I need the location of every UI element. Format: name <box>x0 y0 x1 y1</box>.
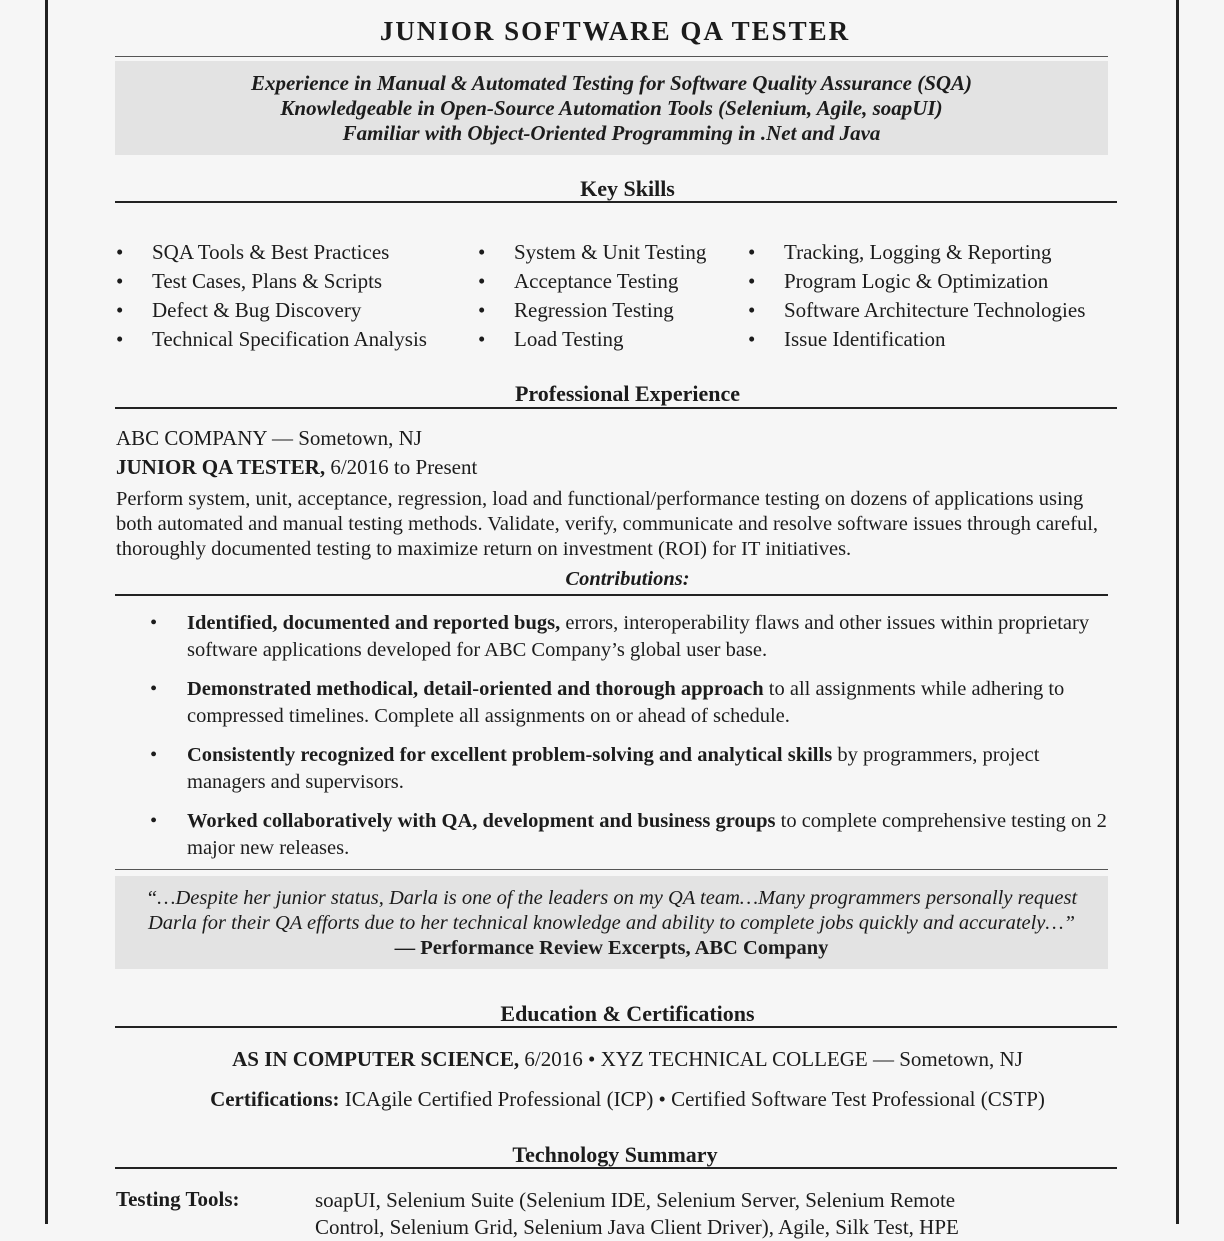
skill-item: • Technical Specification Analysis <box>116 325 427 354</box>
summary-box <box>115 61 1108 155</box>
skill-item: • SQA Tools & Best Practices <box>116 238 427 267</box>
testing-tools-value: soapUI, Selenium Suite (Selenium IDE, Selenium Server, Selenium Remote Control, Selenium Grid, Selenium Java Client Driver), Agile, Silk Test, HPE <box>315 1188 959 1239</box>
role-line <box>116 455 477 480</box>
quote-text: “…Despite her junior status, Darla is one of the leaders on my QA team…Many programmers personally request Darla for their QA efforts due to her technical knowledge and ability to complete jobs quickly and accurately…” <box>145 887 1078 934</box>
contributions-heading: Contributions: <box>565 568 690 590</box>
skill-item: • Test Cases, Plans & Scripts <box>116 267 427 296</box>
skill-item: • Software Architecture Technologies <box>748 296 1085 325</box>
summary-line: Familiar with Object-Oriented Programming in .Net and Java <box>342 121 881 145</box>
skill-item: • Regression Testing <box>478 296 706 325</box>
quote-source: — Performance Review Excerpts, ABC Company <box>394 937 829 959</box>
testing-tools-label: Testing Tools: <box>116 1187 240 1211</box>
key-skills-heading: Key Skills <box>580 176 675 201</box>
role-title: JUNIOR QA TESTER, <box>116 455 326 479</box>
divider <box>115 56 1108 57</box>
divider <box>115 1026 1117 1028</box>
skill-item: • Defect & Bug Discovery <box>116 296 427 325</box>
skills-column <box>116 238 427 354</box>
page-left-border <box>45 0 48 1224</box>
skill-item: • Tracking, Logging & Reporting <box>748 238 1085 267</box>
skills-column <box>748 238 1085 354</box>
experience-heading: Professional Experience <box>514 381 741 406</box>
divider <box>115 594 1108 596</box>
role-description: Perform system, unit, acceptance, regression, load and functional/performance testing on dozens of applications using both automated and manual testing methods. Validate, verify, communicate and resolve software issues through careful, thoroughly documented testing to maximize return on investment (ROI) for IT initiatives. <box>116 488 1099 560</box>
contribution-item: • Identified, documented and reported bugs, errors, interoperability flaws and other issues within proprietary software applications developed for ABC Company’s global user base. <box>150 610 1115 664</box>
summary-line: Knowledgeable in Open-Source Automation Tools (Selenium, Agile, soapUI) <box>280 96 943 120</box>
skill-item: • Issue Identification <box>748 325 1085 354</box>
certifications-line: Certifications: ICAgile Certified Professional (ICP) • Certified Software Test Professional (CSTP) <box>210 1087 1045 1111</box>
contribution-item: • Worked collaboratively with QA, development and business groups to complete comprehensive testing on 2 major new releases. <box>150 808 1115 862</box>
company-line: ABC COMPANY — Sometown, NJ <box>116 426 422 450</box>
degree-line: AS IN COMPUTER SCIENCE, 6/2016 • XYZ TECHNICAL COLLEGE — Sometown, NJ <box>232 1047 1023 1071</box>
summary-line: Experience in Manual & Automated Testing for Software Quality Assurance (SQA) <box>250 71 973 95</box>
role-dates: 6/2016 to Present <box>325 455 478 479</box>
skill-item: • Load Testing <box>478 325 706 354</box>
education-heading: Education & Certifications <box>500 1001 755 1026</box>
contributions-list <box>150 610 1115 874</box>
skill-item: • Program Logic & Optimization <box>748 267 1085 296</box>
skill-item: • Acceptance Testing <box>478 267 706 296</box>
divider <box>115 407 1117 409</box>
divider <box>115 201 1117 203</box>
contribution-item: • Consistently recognized for excellent problem-solving and analytical skills by programmers, project managers and supervisors. <box>150 742 1115 796</box>
divider <box>115 1167 1117 1169</box>
quote-box <box>115 876 1108 969</box>
resume-title: JUNIOR SOFTWARE QA TESTER <box>379 16 851 46</box>
skill-item: • System & Unit Testing <box>478 238 706 267</box>
page-right-border <box>1176 0 1179 1224</box>
contribution-item: • Demonstrated methodical, detail-oriented and thorough approach to all assignments while adhering to compressed timelines. Complete all assignments on or ahead of schedule. <box>150 676 1115 730</box>
skills-column <box>478 238 706 354</box>
technology-heading: Technology Summary <box>512 1142 718 1167</box>
divider <box>115 869 1108 870</box>
